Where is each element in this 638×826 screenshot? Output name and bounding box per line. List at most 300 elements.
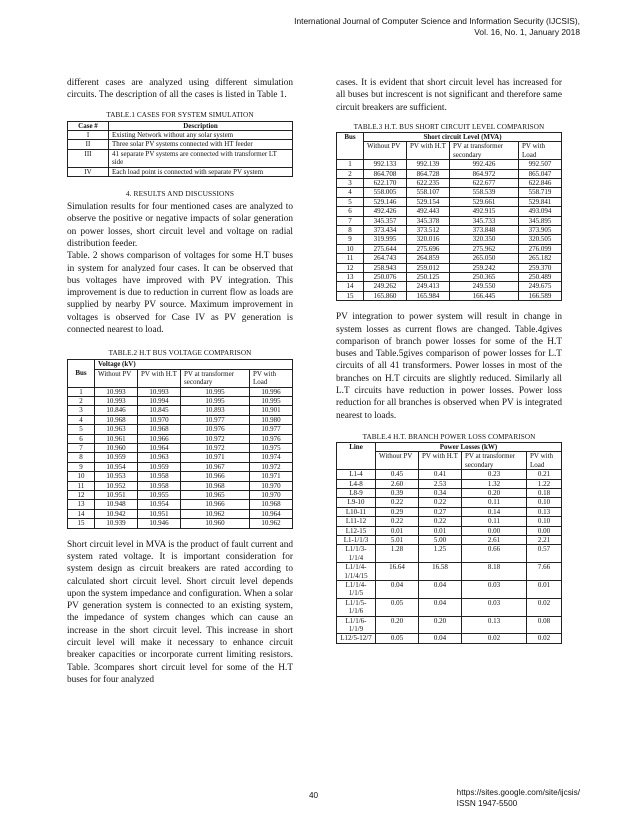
intro-paragraph: different cases are analyzed using different simulation circuits. The description of all the cases is listed in Table 1. xyxy=(67,78,293,101)
table3-row xyxy=(337,188,562,197)
table4-row-cell: L9-10 xyxy=(337,498,376,507)
table2-row-cell: 10.946 xyxy=(138,519,181,528)
table3-row-cell: 275.696 xyxy=(407,244,450,253)
table3-row-cell: 492.443 xyxy=(407,207,450,216)
table2-row-cell: 10.958 xyxy=(138,481,181,490)
table4-row-cell: L11-12 xyxy=(337,517,376,526)
table2-row-cell: 10.845 xyxy=(138,406,181,415)
table4-row-cell: 0.18 xyxy=(527,488,562,497)
table2-row-cell: 10.970 xyxy=(250,481,293,490)
table1-caption: TABLE.1 CASES FOR SYSTEM SIMULATION xyxy=(106,110,254,119)
table4-row xyxy=(337,479,562,488)
table2-row-cell: 10.951 xyxy=(138,509,181,518)
table4-row-cell: 0.10 xyxy=(527,517,562,526)
table2-row-cell: 10.967 xyxy=(181,462,250,471)
table4-row xyxy=(337,580,562,598)
table4-row-cell: 0.22 xyxy=(376,498,419,507)
table2-row-cell: 10.966 xyxy=(138,434,181,443)
table2-row xyxy=(68,434,293,443)
table4-row-cell: 1.28 xyxy=(376,545,419,563)
table3-row xyxy=(337,244,562,253)
table2-row-cell: 10.962 xyxy=(250,519,293,528)
table3-row-cell: 320.016 xyxy=(407,235,450,244)
table3-row-cell: 865.047 xyxy=(519,169,562,178)
table4-row-cell: 1.32 xyxy=(462,479,527,488)
table4-row-cell: 2.21 xyxy=(527,535,562,544)
table2-row-cell: 10.972 xyxy=(181,434,250,443)
journal-header xyxy=(280,16,580,38)
table4-row-cell: 0.08 xyxy=(527,616,562,634)
table4-group-header: Power Losses (kW) xyxy=(376,442,562,451)
table2-row-cell: 10.970 xyxy=(250,490,293,499)
table4-row-cell: L1/1/4-1/1/5 xyxy=(337,580,376,598)
table2-row xyxy=(68,425,293,434)
table2-row-cell: 10.975 xyxy=(250,443,293,452)
table2-row-cell: 10.963 xyxy=(138,453,181,462)
table3-row-cell: 345.357 xyxy=(364,216,407,225)
table4-row-cell: 0.66 xyxy=(462,545,527,563)
table3-row-cell: 6 xyxy=(337,207,364,216)
table4 xyxy=(336,442,562,644)
table4-row-cell: 0.01 xyxy=(376,526,419,535)
table3-row-cell: 165.860 xyxy=(364,291,407,300)
table3-row xyxy=(337,254,562,263)
table4-caption: TABLE.4 H.T. BRANCH POWER LOSS COMPARISON xyxy=(362,432,536,441)
table4-row-cell: L1/1/5-1/1/6 xyxy=(337,598,376,616)
table4-row-cell: 0.27 xyxy=(419,507,462,516)
page-number: 40 xyxy=(309,791,319,800)
table3-row xyxy=(337,160,562,169)
table2-row xyxy=(68,462,293,471)
table3-row-cell: 320.505 xyxy=(519,235,562,244)
table4-row-cell: L1/1/4-1/1/4/15 xyxy=(337,563,376,581)
table4-row-cell: 5.01 xyxy=(376,535,419,544)
table2-row xyxy=(68,519,293,528)
table2-row-cell: 13 xyxy=(68,500,95,509)
table2-subheader: Without PV xyxy=(95,369,138,387)
table4-row-cell: 0.20 xyxy=(376,616,419,634)
table4-row-cell: 0.20 xyxy=(462,488,527,497)
table2-row-cell: 4 xyxy=(68,415,95,424)
table4-row-cell: 0.00 xyxy=(527,526,562,535)
table4-row xyxy=(337,598,562,616)
table3-bus-header: Bus xyxy=(337,132,364,159)
table4-row-cell: L10-11 xyxy=(337,507,376,516)
journal-title: International Journal of Computer Science and Information Security (IJCSIS), xyxy=(294,16,580,26)
table4-row-cell: L1/1/3-1/1/4 xyxy=(337,545,376,563)
table4-row xyxy=(337,563,562,581)
table4-row-cell: 2.53 xyxy=(419,479,462,488)
table4-body xyxy=(337,470,562,644)
table3-row-cell: 992.507 xyxy=(519,160,562,169)
table4-row-cell: 16.58 xyxy=(419,563,462,581)
table4-row-cell: 0.04 xyxy=(419,580,462,598)
table4-row xyxy=(337,634,562,643)
table4-line-header: Line xyxy=(337,442,376,469)
table2-row xyxy=(68,472,293,481)
table3-row-cell: 258.943 xyxy=(364,263,407,272)
table4-row-cell: 0.03 xyxy=(462,580,527,598)
table3-row-cell: 319.995 xyxy=(364,235,407,244)
table2-row-cell: 10.962 xyxy=(181,509,250,518)
table3-row xyxy=(337,178,562,187)
table3-row-cell: 558.539 xyxy=(450,188,519,197)
table4-row-cell: 5.00 xyxy=(419,535,462,544)
table4-row-cell: L1-4 xyxy=(337,470,376,479)
table2-row xyxy=(68,509,293,518)
table3-row-cell: 165.984 xyxy=(407,291,450,300)
table2-row-cell: 10.953 xyxy=(95,472,138,481)
right-column xyxy=(336,77,562,644)
table4-row-cell: 0.13 xyxy=(462,616,527,634)
table3-row-cell: 373.434 xyxy=(364,225,407,234)
table3-row-cell: 249.413 xyxy=(407,282,450,291)
table3-row-cell: 8 xyxy=(337,225,364,234)
table4-row-cell: 0.05 xyxy=(376,598,419,616)
table4-row-cell: 0.34 xyxy=(419,488,462,497)
table2-row-cell: 10.968 xyxy=(95,415,138,424)
table3-row-cell: 264.859 xyxy=(407,254,450,263)
table3-row-cell: 492.915 xyxy=(450,207,519,216)
table2-row-cell: 2 xyxy=(68,396,95,405)
table3-row-cell: 249.675 xyxy=(519,282,562,291)
table4-row-cell: 0.01 xyxy=(419,526,462,535)
table3-row xyxy=(337,282,562,291)
table4-row-cell: 0.29 xyxy=(376,507,419,516)
table2-row-cell: 7 xyxy=(68,443,95,452)
cases-paragraph: cases. It is evident that short circuit level has increased for all buses but increscent is not significant and therefore same circuit breakers are sufficient. xyxy=(336,78,562,113)
table4-row-cell: 0.22 xyxy=(419,498,462,507)
footer-issn: ISSN 1947-5500 xyxy=(456,799,518,808)
table3-row-cell: 259.370 xyxy=(519,263,562,272)
table3-row-cell: 259.012 xyxy=(407,263,450,272)
table2-row-cell: 10.968 xyxy=(250,500,293,509)
table2-row-cell: 10.993 xyxy=(95,387,138,396)
table2-row-cell: 10.976 xyxy=(181,425,250,434)
results-paragraph-2: Table. 2 shows comparison of voltages for some H.T buses in system for analyzed four cases. It can be observed that bus voltages have improved with PV integration. This improvement is due to reduction in current flow as loads are supplied by nearby PV source. Maximum improvement in voltages is observed for Case IV as PV generation is connected nearest to load. xyxy=(67,251,293,335)
table4-row-cell: 0.14 xyxy=(462,507,527,516)
table3-row-cell: 345.895 xyxy=(519,216,562,225)
table1-row-cell: Each load point is connected with separate PV system xyxy=(109,167,293,176)
table2-row-cell: 10.968 xyxy=(138,425,181,434)
table4-row xyxy=(337,545,562,563)
table2-row-cell: 10.995 xyxy=(250,396,293,405)
table2-row xyxy=(68,500,293,509)
table1-row-cell: IV xyxy=(68,167,109,176)
table3-row-cell: 265.182 xyxy=(519,254,562,263)
table2-row-cell: 10.994 xyxy=(138,396,181,405)
table3-row-cell: 622.235 xyxy=(407,178,450,187)
table2-row-cell: 10.993 xyxy=(95,396,138,405)
table3 xyxy=(336,132,562,301)
table3-row-cell: 373.512 xyxy=(407,225,450,234)
table3-row-cell: 529.661 xyxy=(450,197,519,206)
table3-row-cell: 622.170 xyxy=(364,178,407,187)
table3-row-cell: 264.743 xyxy=(364,254,407,263)
table2-row-cell: 10.964 xyxy=(250,509,293,518)
table4-row xyxy=(337,526,562,535)
table3-row-cell: 622.677 xyxy=(450,178,519,187)
table2-row-cell: 12 xyxy=(68,490,95,499)
table4-row xyxy=(337,470,562,479)
table4-row-cell: L12/5-12/7 xyxy=(337,634,376,643)
table2-group-header: Voltage (kV) xyxy=(95,360,293,369)
table3-group-header: Short circuit Level (MVA) xyxy=(364,132,562,141)
table3-row-cell: 275.962 xyxy=(450,244,519,253)
table4-row-cell: 0.57 xyxy=(527,545,562,563)
table4-row xyxy=(337,535,562,544)
table2-row-cell: 10.901 xyxy=(250,406,293,415)
table1-row-cell: III xyxy=(68,149,109,167)
table3-row-cell: 5 xyxy=(337,197,364,206)
table4-row-cell: 0.04 xyxy=(419,598,462,616)
table4-row-cell: 0.01 xyxy=(527,580,562,598)
table2-row-cell: 10.951 xyxy=(95,490,138,499)
table2-row-cell: 10.977 xyxy=(250,425,293,434)
table2-row-cell: 8 xyxy=(68,453,95,462)
results-paragraph-1: Simulation results for four mentioned cases are analyzed to observe the positive or negative impacts of solar generation on power losses, short circuit level and voltage on radial distribution feeder. xyxy=(67,202,293,249)
table1-row-cell: Existing Network without any solar system xyxy=(109,131,293,140)
table4-row xyxy=(337,488,562,497)
table2-row-cell: 10.966 xyxy=(181,472,250,481)
table2-row-cell: 3 xyxy=(68,406,95,415)
table1-body xyxy=(68,131,293,177)
table3-subheader: Without PV xyxy=(364,142,407,160)
table3-row-cell: 166.589 xyxy=(519,291,562,300)
table4-subheader: Without PV xyxy=(376,452,419,470)
journal-volume: Vol. 16, No. 1, January 2018 xyxy=(474,27,580,37)
table1-row-cell: II xyxy=(68,140,109,149)
table4-row-cell: 0.05 xyxy=(376,634,419,643)
table4-row-cell: 0.10 xyxy=(527,498,562,507)
table4-row-cell: 2.61 xyxy=(462,535,527,544)
table4-row-cell: 0.03 xyxy=(462,598,527,616)
table2-row xyxy=(68,406,293,415)
table3-row-cell: 492.426 xyxy=(364,207,407,216)
table2-row-cell: 10.972 xyxy=(181,443,250,452)
table2-row-cell: 10.960 xyxy=(95,443,138,452)
table1-row-cell: I xyxy=(68,131,109,140)
table3-row-cell: 265.050 xyxy=(450,254,519,263)
table2-row-cell: 10.971 xyxy=(250,472,293,481)
table4-row-cell: 16.64 xyxy=(376,563,419,581)
table2-row-cell: 10.980 xyxy=(250,415,293,424)
table4-row-cell: 0.22 xyxy=(376,517,419,526)
table4-row-cell: 0.41 xyxy=(419,470,462,479)
table4-subheader: PV with Load xyxy=(527,452,562,470)
table4-row-cell: 0.21 xyxy=(527,470,562,479)
table2-row-cell: 10.846 xyxy=(95,406,138,415)
table3-row-cell: 864.972 xyxy=(450,169,519,178)
table3-row-cell: 259.242 xyxy=(450,263,519,272)
table4-row-cell: 0.11 xyxy=(462,517,527,526)
table3-row-cell: 992.133 xyxy=(364,160,407,169)
table4-row xyxy=(337,498,562,507)
table3-row-cell: 320.350 xyxy=(450,235,519,244)
table3-row-cell: 345.378 xyxy=(407,216,450,225)
table2-row-cell: 10.970 xyxy=(138,415,181,424)
table2-row-cell: 10.993 xyxy=(138,387,181,396)
table3-row-cell: 166.445 xyxy=(450,291,519,300)
table4-row-cell: L12-15 xyxy=(337,526,376,535)
table2-row-cell: 6 xyxy=(68,434,95,443)
table2-row-cell: 10.963 xyxy=(95,425,138,434)
results-paragraph-3: Short circuit level in MVA is the product of fault current and system rated voltage. It is important consideration for system design as circuit breakers are rated according to calculated short circuit level. Short circuit level depends upon the system impedance and configuration. When a solar PV generation system is connected to an existing system, the impedance of system changes which can cause an increase in the short circuit level. This increase in short circuit level will make it necessary to enhance circuit breaker capacities or incorporate current limiting resistors. Table. 3compares short circuit level for some of the H.T buses for four analyzed xyxy=(67,539,293,685)
table1-row xyxy=(68,149,293,167)
table2-row-cell: 10.996 xyxy=(250,387,293,396)
table3-row-cell: 2 xyxy=(337,169,364,178)
table1-row xyxy=(68,140,293,149)
table2-row-cell: 10.959 xyxy=(138,462,181,471)
table1-row xyxy=(68,131,293,140)
table2-row-cell: 10.971 xyxy=(181,453,250,462)
table3-row xyxy=(337,272,562,281)
table3-row-cell: 250.076 xyxy=(364,272,407,281)
table3-row-cell: 4 xyxy=(337,188,364,197)
table2-row-cell: 10.966 xyxy=(181,500,250,509)
table2-row-cell: 10.965 xyxy=(181,490,250,499)
table3-row xyxy=(337,225,562,234)
table2-row xyxy=(68,453,293,462)
table3-row-cell: 493.094 xyxy=(519,207,562,216)
table1 xyxy=(67,121,293,177)
table2-row-cell: 10.977 xyxy=(181,415,250,424)
table2-caption: TABLE.2 H.T BUS VOLTAGE COMPARISON xyxy=(108,349,252,358)
losses-paragraph: PV integration to power system will result in change in system losses as current flows are changed. Table.4gives comparison of branch power losses for some of the H.T buses and Table.5gives comparison of power losses for L.T circuits of all 41 transformers. Power losses in most of the branches on H.T circuits are slightly reduced. Similarly all L.T circuits have reduction in power losses. Power loss reduction for all branches is observed when PV is integrated nearest to loads. xyxy=(336,312,562,421)
table4-row-cell: L1-1/1/3 xyxy=(337,535,376,544)
table4-subheader: PV at transformer secondary xyxy=(462,452,527,470)
table2-row-cell: 10.954 xyxy=(138,500,181,509)
table2-row-cell: 11 xyxy=(68,481,95,490)
table3-row-cell: 250.125 xyxy=(407,272,450,281)
table4-row-cell: L1/1/6-1/1/9 xyxy=(337,616,376,634)
table3-row xyxy=(337,207,562,216)
table2-row-cell: 10.939 xyxy=(95,519,138,528)
section-heading: 4. RESULTS AND DISCUSSIONS xyxy=(125,189,235,199)
table4-row-cell: 0.04 xyxy=(419,634,462,643)
table1-row-cell: Three solar PV systems connected with HT feeder xyxy=(109,140,293,149)
table3-subheader: PV at transformer secondary xyxy=(450,142,519,160)
table3-row-cell: 1 xyxy=(337,160,364,169)
table4-row-cell: 0.02 xyxy=(527,598,562,616)
table2-row xyxy=(68,387,293,396)
table1-header-case: Case # xyxy=(68,121,109,130)
table3-row-cell: 11 xyxy=(337,254,364,263)
table1-header-description: Description xyxy=(109,121,293,130)
table3-row-cell: 992.139 xyxy=(407,160,450,169)
table2-row xyxy=(68,415,293,424)
table2-row-cell: 10.955 xyxy=(138,490,181,499)
table3-row-cell: 529.146 xyxy=(364,197,407,206)
table2-row xyxy=(68,443,293,452)
table3-row-cell: 373.848 xyxy=(450,225,519,234)
table3-row-cell: 992.426 xyxy=(450,160,519,169)
table3-row-cell: 275.644 xyxy=(364,244,407,253)
footer-links xyxy=(457,787,580,809)
table3-row-cell: 864.728 xyxy=(407,169,450,178)
table3-row-cell: 3 xyxy=(337,178,364,187)
table3-row-cell: 864.708 xyxy=(364,169,407,178)
table2-row-cell: 10.960 xyxy=(181,519,250,528)
table3-subheader: PV with Load xyxy=(519,142,562,160)
table3-subheader: PV with H.T xyxy=(407,142,450,160)
table4-row-cell: 0.02 xyxy=(527,634,562,643)
table3-row-cell: 622.846 xyxy=(519,178,562,187)
table2-row-cell: 10.972 xyxy=(250,462,293,471)
table2-row-cell: 10.952 xyxy=(95,481,138,490)
table2-row-cell: 10.976 xyxy=(250,434,293,443)
table3-row-cell: 249.550 xyxy=(450,282,519,291)
table4-row-cell: 2.60 xyxy=(376,479,419,488)
table3-row-cell: 12 xyxy=(337,263,364,272)
table3-row-cell: 345.733 xyxy=(450,216,519,225)
table4-row-cell: 0.45 xyxy=(376,470,419,479)
table4-row-cell: 0.02 xyxy=(462,634,527,643)
footer-url[interactable]: https://sites.google.com/site/ijcsis/ xyxy=(456,788,580,797)
table3-row-cell: 10 xyxy=(337,244,364,253)
table2-row-cell: 10.954 xyxy=(95,462,138,471)
table3-row-cell: 558.107 xyxy=(407,188,450,197)
table4-row-cell: 0.11 xyxy=(462,498,527,507)
table4-row-cell: 0.00 xyxy=(462,526,527,535)
table4-row-cell: L4-8 xyxy=(337,479,376,488)
table2-row xyxy=(68,396,293,405)
table1-row-cell: 41 separate PV systems are connected with transformer LT side xyxy=(109,149,293,167)
table2 xyxy=(67,359,293,528)
table3-row-cell: 9 xyxy=(337,235,364,244)
table4-row-cell: 0.04 xyxy=(376,580,419,598)
table2-row-cell: 10.974 xyxy=(250,453,293,462)
table4-row-cell: 0.20 xyxy=(419,616,462,634)
table4-row xyxy=(337,616,562,634)
table3-row-cell: 558.719 xyxy=(519,188,562,197)
table3-row xyxy=(337,291,562,300)
table2-row-cell: 10.942 xyxy=(95,509,138,518)
table3-row-cell: 7 xyxy=(337,216,364,225)
table3-row-cell: 529.841 xyxy=(519,197,562,206)
table3-row-cell: 249.262 xyxy=(364,282,407,291)
table2-subheader: PV with H.T xyxy=(138,369,181,387)
table4-row-cell: 7.66 xyxy=(527,563,562,581)
table4-row-cell: 8.18 xyxy=(462,563,527,581)
left-column xyxy=(67,77,293,686)
table2-row-cell: 15 xyxy=(68,519,95,528)
table2-row-cell: 10 xyxy=(68,472,95,481)
table3-row xyxy=(337,197,562,206)
table2-row xyxy=(68,490,293,499)
table4-row xyxy=(337,517,562,526)
table2-row-cell: 10.961 xyxy=(95,434,138,443)
table3-row-cell: 250.365 xyxy=(450,272,519,281)
table3-row-cell: 250.489 xyxy=(519,272,562,281)
table3-row-cell: 558.005 xyxy=(364,188,407,197)
table3-row-cell: 529.154 xyxy=(407,197,450,206)
table3-caption: TABLE.3 H.T. BUS SHORT CIRCUIT LEVEL COMPARISON xyxy=(353,122,545,131)
table2-row xyxy=(68,481,293,490)
table2-row-cell: 9 xyxy=(68,462,95,471)
table2-row-cell: 10.958 xyxy=(138,472,181,481)
table3-row-cell: 276.099 xyxy=(519,244,562,253)
table3-row xyxy=(337,169,562,178)
table2-row-cell: 10.893 xyxy=(181,406,250,415)
table3-row xyxy=(337,235,562,244)
table4-row-cell: 0.22 xyxy=(419,517,462,526)
table2-subheader: PV at transformer secondary xyxy=(181,369,250,387)
table3-row-cell: 15 xyxy=(337,291,364,300)
table2-row-cell: 1 xyxy=(68,387,95,396)
table4-row-cell: L8-9 xyxy=(337,488,376,497)
table4-row-cell: 1.22 xyxy=(527,479,562,488)
